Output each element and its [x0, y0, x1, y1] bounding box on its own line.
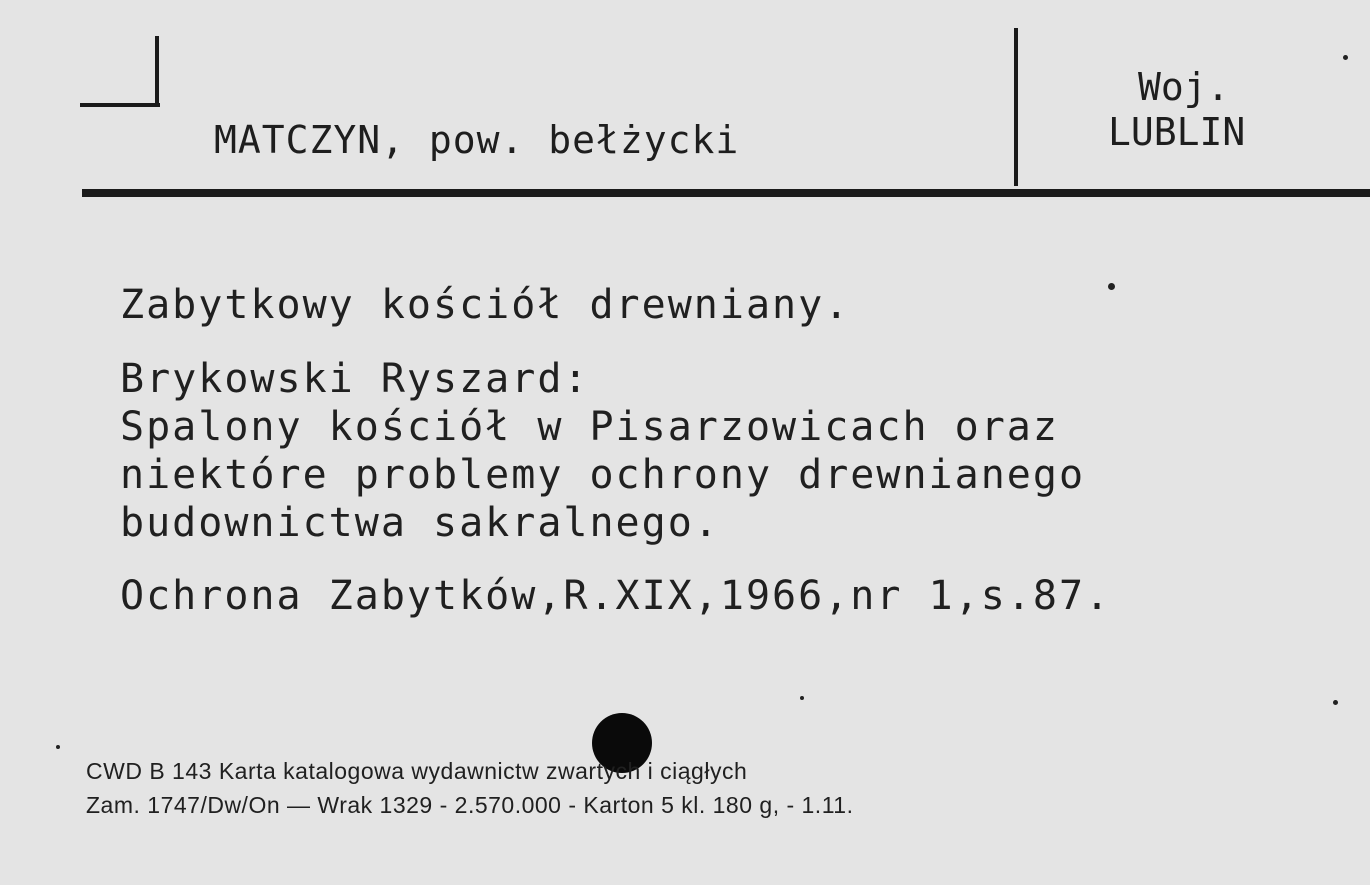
title-line: budownictwa sakralnego. — [120, 500, 720, 546]
place-heading: MATCZYN, pow. bełżycki — [214, 118, 740, 162]
title-line: niektóre problemy ochrony drewnianego — [120, 452, 1086, 498]
footer-print-line: Zam. 1747/Dw/On — Wrak 1329 - 2.570.000 - Karton 5 kl. 180 g, - 1.11. — [86, 792, 854, 818]
voivodeship-name: LUBLIN — [1108, 110, 1246, 154]
header-rule — [82, 189, 1370, 197]
footer-print-line: CWD B 143 Karta katalogowa wydawnictw zwartych i ciągłych — [86, 758, 748, 784]
dust-speck — [1333, 700, 1338, 705]
source-line: Ochrona Zabytków,R.XIX,1966,nr 1,s.87. — [120, 573, 1112, 619]
author-line: Brykowski Ryszard: — [120, 356, 590, 402]
dust-speck — [56, 745, 60, 749]
corner-mark-vertical — [155, 36, 159, 106]
corner-mark-horizontal — [80, 103, 160, 107]
subject-line: Zabytkowy kościół drewniany. — [120, 282, 851, 328]
dust-speck — [1343, 55, 1348, 60]
header-divider — [1014, 28, 1018, 186]
voivodeship-label: Woj. — [1138, 65, 1230, 109]
dust-speck — [800, 696, 804, 700]
title-line: Spalony kościół w Pisarzowicach oraz — [120, 404, 1059, 450]
dust-speck — [1108, 283, 1115, 290]
